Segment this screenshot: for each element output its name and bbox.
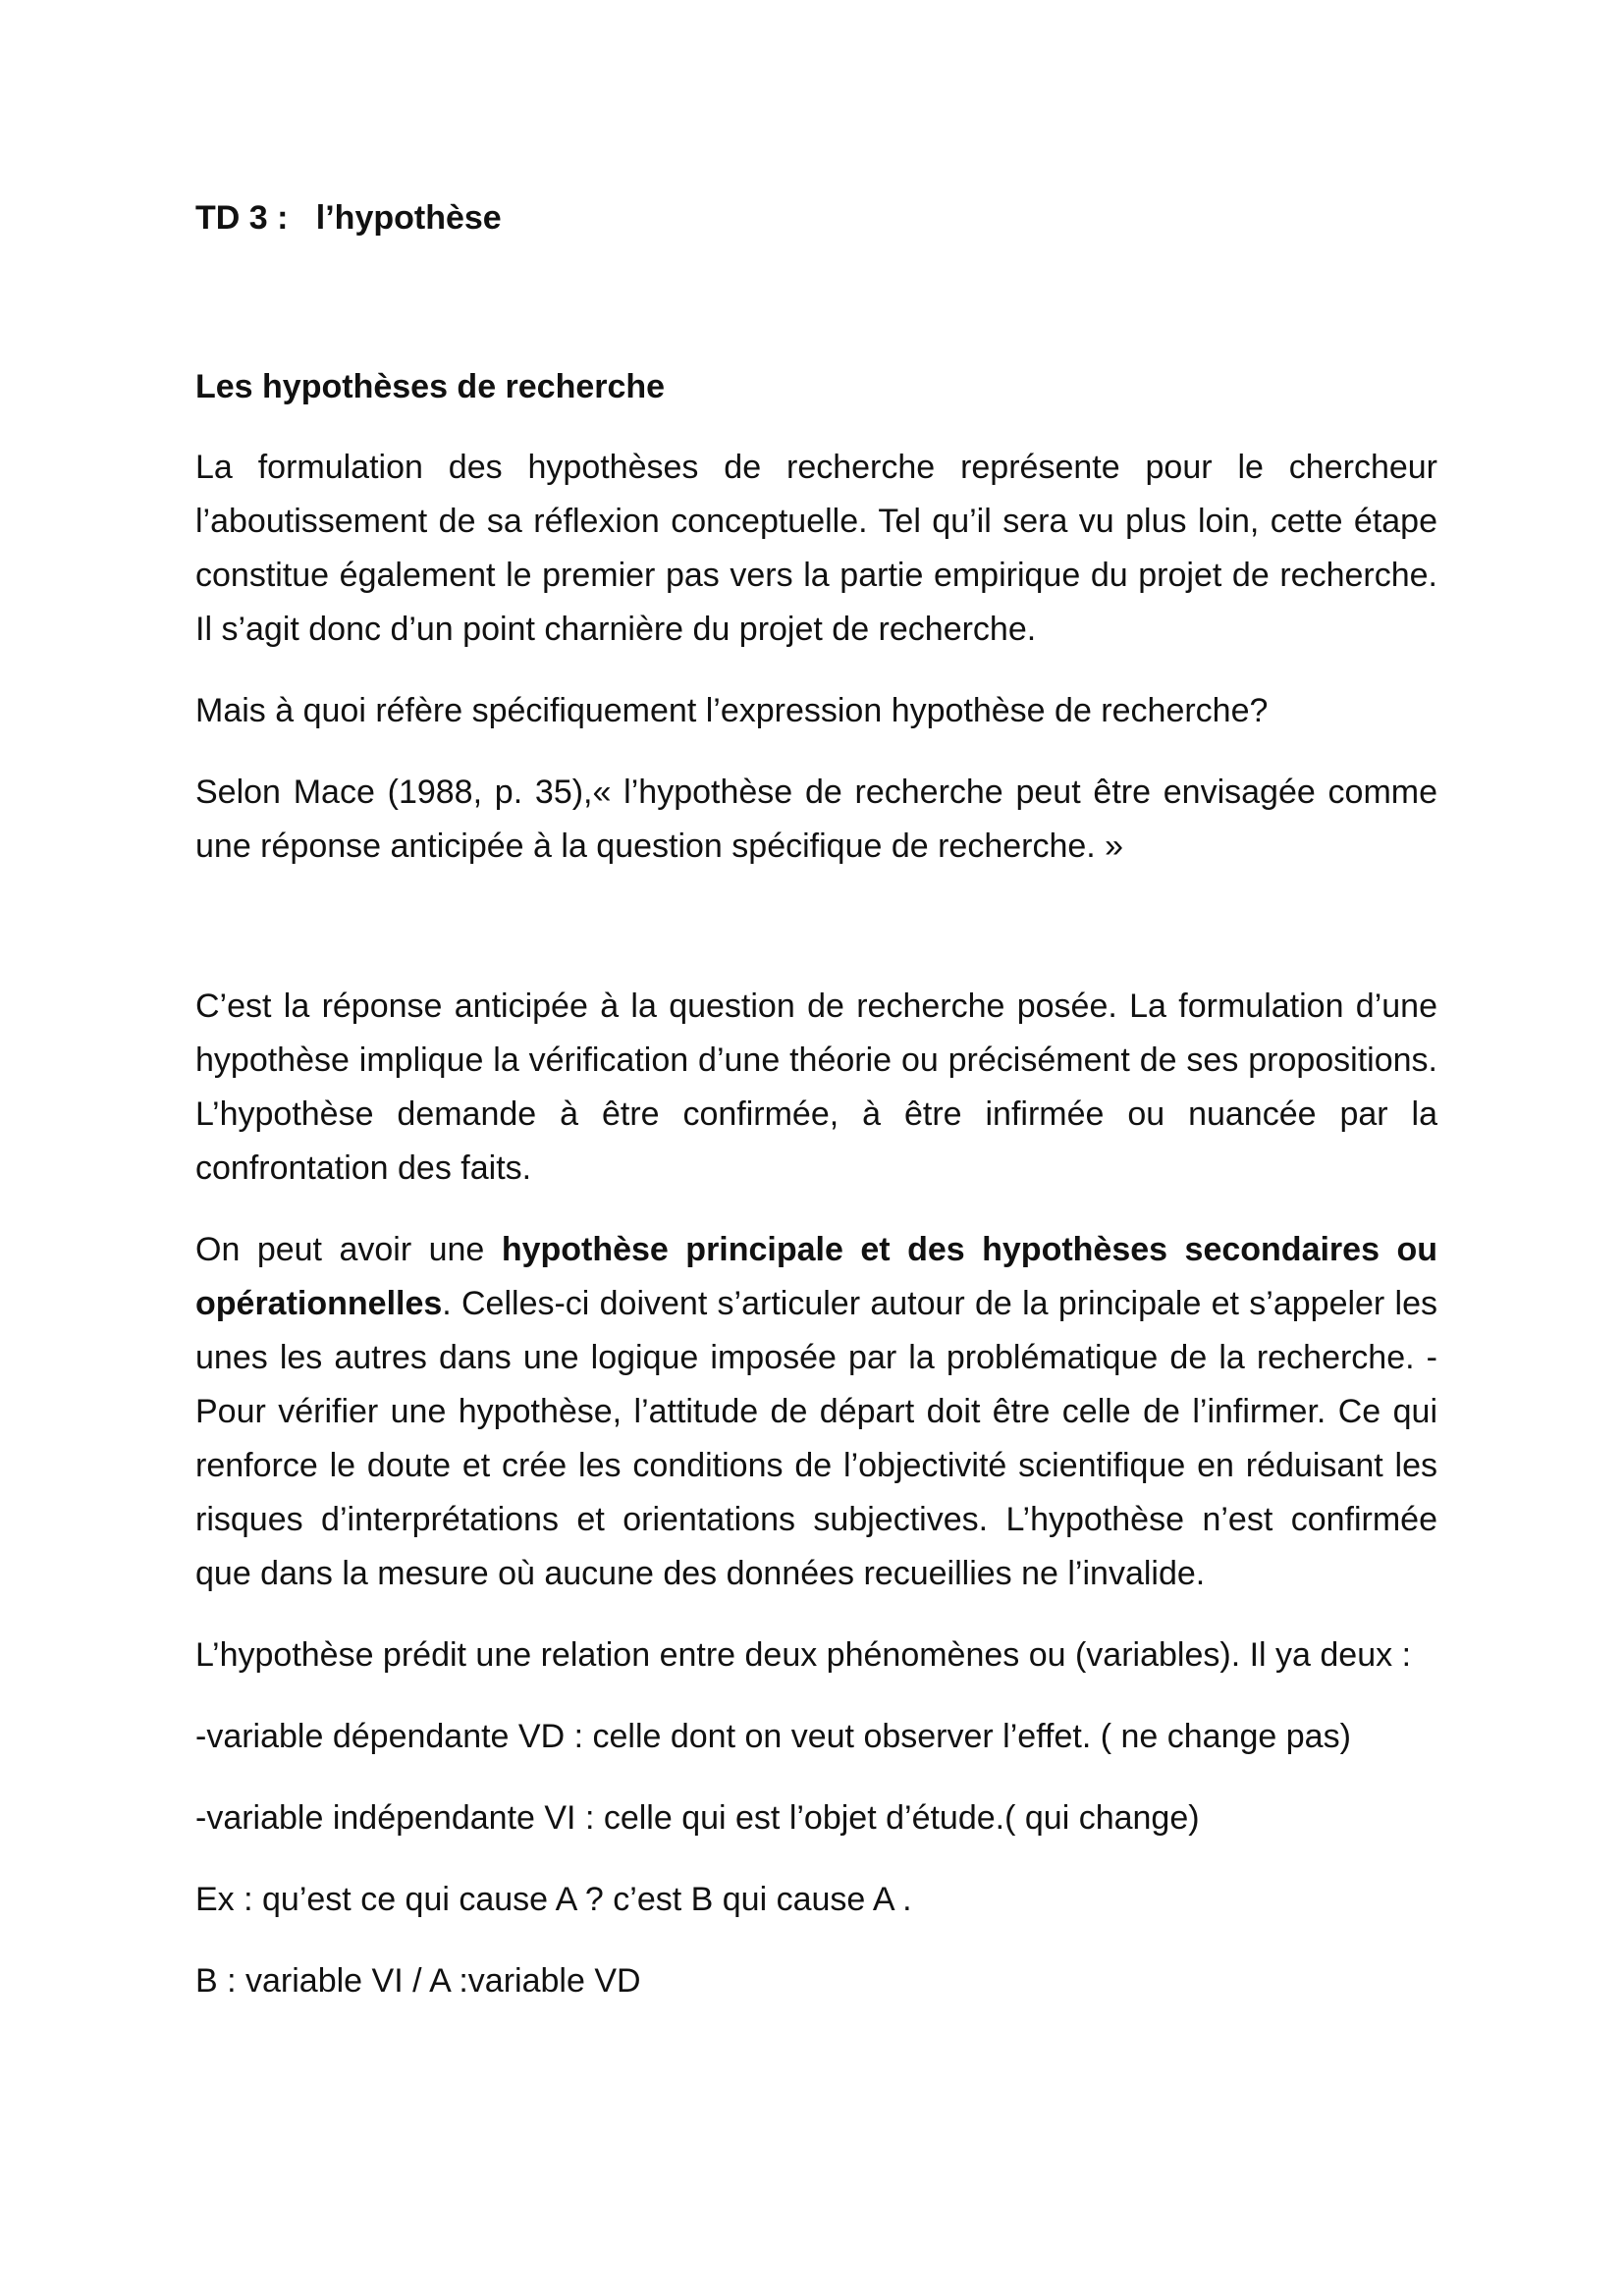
document-body [195, 191, 1437, 2036]
emphasis-hypotheses: hypothèse principale et des hypothèses secondaires ou opérationnelles [195, 1231, 1437, 1322]
spacer [195, 901, 1437, 980]
paragraph-lead: On peut avoir une [195, 1231, 502, 1268]
paragraph-formulation: La formulation des hypothèses de recherche représente pour le chercheur l’aboutissement de sa réflexion conceptuelle. Tel qu’il sera vu plus loin, cette étape constitue également le premier pas vers la partie empirique du projet de recherche. Il s’agit donc d’un point charnière du projet de recherche. [195, 449, 1437, 648]
document-title: TD 3 : l’hypothèse [195, 199, 502, 237]
paragraph-relation: L’hypothèse prédit une relation entre deux phénomènes ou (variables). Il ya deux : [195, 1636, 1412, 1674]
variables-summary: B : variable VI / A :variable VD [195, 1962, 641, 2000]
section-heading: Les hypothèses de recherche [195, 368, 666, 405]
paragraph-question: Mais à quoi réfère spécifiquement l’expression hypothèse de recherche? [195, 692, 1269, 729]
paragraph-rest: . Celles-ci doivent s’articuler autour de la principale et s’appeler les unes les autres dans une logique imposée par la problématique de la recherche. - Pour vérifier une hypothèse, l’attitude de départ doit être celle de l’infirmer. Ce qui renforce le doute et crée les conditions de l’objectivité scientifique en réduisant les risques d’interprétations et orientations subjectives. L’hypothèse n’est confirmée que dans la mesure où aucune des données recueillies ne l’invalide. [195, 1285, 1437, 1592]
variable-independante: -variable indépendante VI : celle qui est l’objet d’étude.( qui change) [195, 1799, 1200, 1837]
paragraph-reponse-anticipee: C’est la réponse anticipée à la question de recherche posée. La formulation d’une hypothèse implique la vérification d’une théorie ou précisément de ses propositions. L’hypothèse demande à être confirmée, à être infirmée ou nuancée par la confrontation des faits. [195, 988, 1437, 1187]
example-line: Ex : qu’est ce qui cause A ? c’est B qui cause A . [195, 1881, 912, 1918]
paragraph-mace-quote: Selon Mace (1988, p. 35),« l’hypothèse de recherche peut être envisagée comme une réponse anticipée à la question spécifique de recherche. » [195, 774, 1437, 865]
paragraph-hypothese-principale [195, 1223, 1437, 1601]
variable-dependante: -variable dépendante VD : celle dont on veut observer l’effet. ( ne change pas) [195, 1718, 1351, 1755]
